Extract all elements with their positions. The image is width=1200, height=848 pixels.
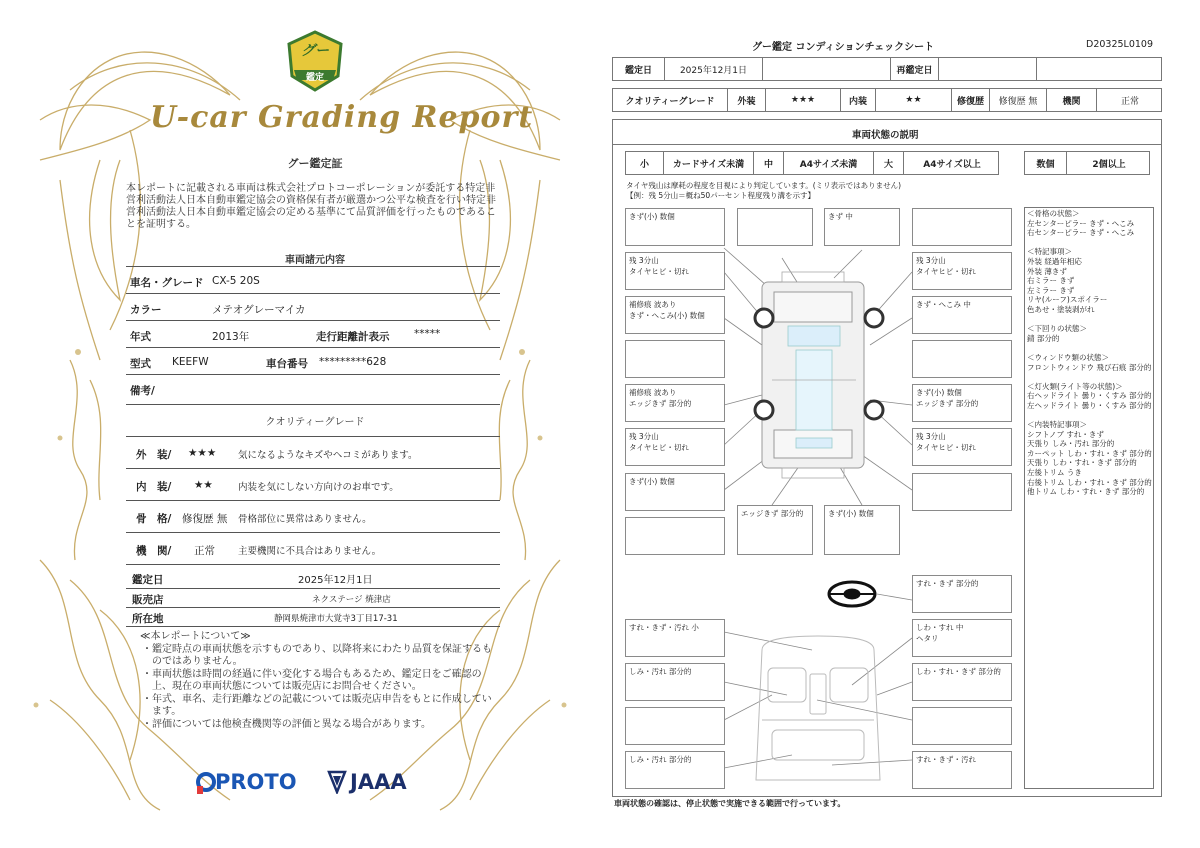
side-note-line: 左ミラー きず — [1027, 285, 1075, 295]
address-value: 静岡県焼津市大覚寺3丁目17-31 — [274, 614, 398, 624]
appraisal-date-table — [612, 57, 1162, 81]
interior-box-right-blank — [912, 707, 1012, 745]
side-note-line: 天張り しわ・すれ・きず 部分的 — [1027, 458, 1137, 468]
note-item: ・鑑定時点の車両状態を示すものであり、以降将来にわたり品質を保証するものではありません。 — [142, 643, 492, 667]
remarks-label: 備考/ — [130, 385, 155, 397]
section-title: 車両状態の説明 — [852, 130, 919, 141]
color-label: カラー — [130, 304, 162, 316]
damage-box-right-5 — [912, 384, 1012, 422]
int-label-cell: 内装 — [841, 89, 876, 111]
chassis-label: 車台番号 — [266, 358, 308, 370]
count-label: 数個 — [1025, 152, 1067, 174]
side-note-line: ＜内装特記事項＞ — [1027, 420, 1087, 430]
certificate-intro: 本レポートに記載される車両は株式会社プロトコーポレーションが委託する特定非営利活動法人日本自動車鑑定協会の資格保有者が厳選かつ公平な検査を行い特定非営利活動法人日本自動車鑑定協会の定める基準にて品質評価を行ったものであることを証明する。 — [126, 183, 496, 230]
damage-text: きず(小) 数個 — [629, 212, 675, 221]
count-desc: 2個以上 — [1092, 159, 1126, 170]
model-label: 車名・グレード — [130, 277, 204, 289]
side-note-line: 左センターピラー きず・へこみ — [1027, 218, 1135, 228]
damage-box-right-6 — [912, 428, 1012, 466]
damage-box-left-6 — [625, 428, 725, 466]
year-label: 年式 — [130, 331, 151, 343]
damage-text: 補修痕 波あり — [629, 300, 677, 309]
roof-glass — [796, 350, 832, 430]
year-value: 2013年 — [212, 331, 250, 343]
damage-text: すれ・きず 部分的 — [916, 579, 979, 588]
damage-text: タイヤヒビ・切れ — [916, 443, 976, 452]
spec-row-model — [126, 267, 500, 294]
document-id: D20325L0109 — [1086, 39, 1154, 50]
report-title: U-car Grading Report — [150, 100, 534, 135]
date-value-cell: 2025年12月1日 — [665, 58, 763, 80]
damage-box-bottom-2 — [737, 505, 813, 555]
size-large-desc: A4サイズ以上 — [923, 159, 981, 170]
specs-heading: 車両諸元内容 — [285, 255, 345, 266]
engine-label-cell: 機関 — [1047, 89, 1097, 111]
engine-value-cell: 正常 — [1120, 96, 1139, 107]
damage-box-left-7 — [625, 473, 725, 511]
tire-note-2: 【例：残 5分山＝概ね50パーセント程度残り溝を示す】 — [626, 191, 816, 200]
model-value: CX-5 20S — [212, 275, 260, 287]
side-note-line: ＜灯火類(ライト等の状態)＞ — [1027, 381, 1123, 391]
windshield-glass — [788, 326, 840, 346]
damage-text: しみ・汚れ 部分的 — [629, 667, 692, 676]
badge-top-text: グー — [301, 43, 329, 59]
interior-label: 内 装/ — [136, 481, 172, 493]
damage-text: ヘタリ — [916, 634, 939, 643]
reappraisal-label-cell: 再鑑定日 — [891, 58, 939, 80]
interior-box-right-2 — [912, 619, 1012, 657]
size-medium-desc: A4サイズ未満 — [784, 152, 874, 174]
spec-row-type — [126, 348, 500, 375]
frame-label: 骨 格/ — [136, 513, 172, 525]
grade-label-cell: クオリティーグレード — [613, 89, 728, 111]
damage-box-right-4 — [912, 340, 1012, 378]
frame-grade: 修復歴 無 — [182, 513, 228, 525]
interior-box-left-4 — [625, 751, 725, 789]
damage-box-left-2 — [625, 252, 725, 290]
damage-box-top-2 — [737, 208, 813, 246]
exterior-grade: ★★★ — [188, 447, 217, 459]
note-item: ・評価については他検査機関等の評価と異なる場合があります。 — [142, 718, 431, 730]
side-note-line: 外装 薄きず — [1027, 266, 1067, 276]
side-note-line: リヤ(ルーフ)スポイラー — [1027, 295, 1108, 305]
damage-box-bottom-3 — [824, 505, 900, 555]
side-note-line: 右センターピラー きず・へこみ — [1027, 228, 1135, 238]
exterior-label: 外 装/ — [136, 449, 172, 461]
damage-box-right-2 — [912, 252, 1012, 290]
repair-label-cell: 修復歴 — [952, 89, 990, 111]
damage-text: エッジきず 部分的 — [741, 509, 804, 518]
interior-grade: ★★ — [194, 479, 213, 491]
interior-box-right-1 — [912, 575, 1012, 613]
damage-text: エッジきず 部分的 — [916, 399, 979, 408]
damage-text: きず 中 — [828, 212, 853, 221]
damage-text: 残 3分山 — [916, 432, 946, 441]
side-note-line: ＜ウィンドウ類の状態＞ — [1027, 352, 1110, 362]
damage-text: きず・へこみ 中 — [916, 300, 971, 309]
damage-box-left-5 — [625, 384, 725, 422]
damage-text: きず(小) 数個 — [629, 477, 675, 486]
appraisal-date-row — [126, 565, 500, 589]
damage-box-left-4 — [625, 340, 725, 378]
damage-text: 補修痕 波あり — [629, 388, 677, 397]
damage-box-right-3 — [912, 296, 1012, 334]
damage-box-right-7 — [912, 473, 1012, 511]
damage-text: 残 3分山 — [916, 256, 946, 265]
ext-value-cell: ★★★ — [766, 89, 841, 111]
quality-row-exterior — [126, 437, 500, 469]
interior-box-left-2 — [625, 663, 725, 701]
certificate-heading: グー鑑定証 — [287, 157, 343, 170]
interior-desc: 内装を気にしない方向けのお車です。 — [238, 482, 399, 493]
damage-text: タイヤヒビ・切れ — [916, 267, 976, 276]
damage-box-top-3 — [824, 208, 900, 246]
quality-heading: クオリティーグレード — [265, 417, 365, 428]
notes-title: ≪本レポートについて≫ — [140, 631, 251, 642]
size-legend — [625, 151, 999, 175]
side-note-line: カーペット しわ・すれ・きず 部分的 — [1027, 448, 1152, 458]
side-note-line: 左後トリム うき — [1027, 468, 1082, 478]
repair-value-cell: 修復歴 無 — [990, 89, 1047, 111]
engine-desc: 主要機関に不具合はありません。 — [238, 546, 382, 557]
mileage-label: 走行距離計表示 — [316, 331, 390, 343]
reappraisal-blank-cell — [1037, 58, 1163, 80]
side-note-spacer — [1027, 410, 1155, 420]
size-small-desc: カードサイズ未満 — [664, 152, 754, 174]
side-note-line: ＜特記事項＞ — [1027, 247, 1072, 257]
spec-row-year — [126, 321, 500, 348]
address-row — [126, 608, 500, 627]
side-note-spacer — [1027, 372, 1155, 382]
engine-grade: 正常 — [194, 545, 215, 557]
badge-bottom-text: 鑑定 — [305, 73, 324, 83]
mileage-value: ***** — [414, 328, 441, 340]
quality-row-interior — [126, 469, 500, 501]
damage-text: 残 3分山 — [629, 432, 659, 441]
note-item: ・年式、車名、走行距離などの記載については販売店申告をもとに作成しています。 — [142, 693, 492, 717]
side-note-line: 色あせ・塗装剥がれ — [1027, 304, 1095, 314]
chassis-value: *********628 — [319, 356, 387, 368]
engine-label: 機 関/ — [136, 545, 172, 557]
damage-box-left-3 — [625, 296, 725, 334]
shop-label: 販売店 — [132, 594, 164, 606]
side-note-line: 錆 部分的 — [1027, 333, 1060, 343]
side-note-line: 天張り しみ・汚れ 部分的 — [1027, 439, 1115, 449]
date-blank-cell — [763, 58, 891, 80]
spec-row-color — [126, 294, 500, 321]
type-label: 型式 — [130, 358, 151, 370]
damage-text: きず(小) 数個 — [828, 509, 874, 518]
interior-box-left-1 — [625, 619, 725, 657]
type-value: KEEFW — [172, 356, 209, 368]
damage-text: タイヤヒビ・切れ — [629, 267, 689, 276]
damage-text: すれ・きず・汚れ — [916, 755, 976, 764]
report-notes — [140, 631, 500, 731]
jaaa-logo-text: JAAA — [350, 770, 407, 794]
side-note-line: 外装 経過年相応 — [1027, 256, 1082, 266]
rear-glass — [796, 438, 832, 448]
shop-value: ネクステージ 焼津店 — [312, 595, 391, 605]
date-label-cell: 鑑定日 — [613, 58, 665, 80]
side-notes — [1027, 209, 1155, 497]
side-note-spacer — [1027, 343, 1155, 353]
damage-text: すれ・きず・汚れ 小 — [629, 623, 699, 632]
side-note-line: 右ミラー きず — [1027, 276, 1075, 286]
quality-grade-table — [612, 88, 1162, 112]
section-title-rule — [612, 144, 1162, 145]
side-note-line: 左ヘッドライト 曇り・くすみ 部分的 — [1027, 400, 1152, 410]
quality-row-engine — [126, 533, 500, 565]
side-note-line: ＜下回りの状態＞ — [1027, 324, 1087, 334]
count-legend — [1024, 151, 1150, 175]
damage-text: しわ・すれ 中 — [916, 623, 964, 632]
side-note-line: フロントウィンドウ 飛び石痕 部分的 — [1027, 362, 1152, 372]
frame-desc: 骨格部位に異常はありません。 — [238, 514, 372, 525]
spec-row-remarks — [126, 375, 500, 405]
side-note-spacer — [1027, 238, 1155, 248]
proto-logo-text: PROTO — [215, 770, 297, 794]
appraisal-date-value: 2025年12月1日 — [298, 575, 373, 586]
proto-logo-icon — [195, 770, 217, 794]
jaaa-logo-icon — [327, 770, 347, 794]
damage-box-left-1 — [625, 208, 725, 246]
damage-box-left-8 — [625, 517, 725, 555]
int-value-cell: ★★ — [876, 89, 952, 111]
exterior-desc: 気になるようなキズやヘコミがあります。 — [238, 450, 418, 461]
size-small: 小 — [626, 152, 664, 174]
reappraisal-value-cell — [939, 58, 1037, 80]
side-note-line: 他トリム しわ・すれ・きず 部分的 — [1027, 487, 1145, 497]
damage-box-top-4 — [912, 208, 1012, 246]
interior-box-left-3 — [625, 707, 725, 745]
steering-wheel-icon — [829, 582, 875, 606]
side-note-spacer — [1027, 315, 1155, 325]
sheet-title: グー鑑定 コンディションチェックシート — [752, 42, 935, 53]
damage-text: しみ・汚れ 部分的 — [629, 755, 692, 764]
damage-text: 残 3分山 — [629, 256, 659, 265]
side-note-line: 右後トリム しわ・すれ・きず 部分的 — [1027, 477, 1152, 487]
damage-text: しわ・すれ・きず 部分的 — [916, 667, 1001, 676]
damage-text: きず・へこみ(小) 数個 — [629, 311, 705, 320]
quality-row-frame — [126, 501, 500, 533]
footer-note: 車両状態の確認は、停止状態で実施できる範囲で行っています。 — [614, 799, 846, 808]
damage-text: きず(小) 数個 — [916, 388, 962, 397]
interior-box-right-3 — [912, 663, 1012, 701]
side-note-line: 右ヘッドライト 曇り・くすみ 部分的 — [1027, 391, 1152, 401]
shop-row — [126, 589, 500, 608]
color-value: メテオグレーマイカ — [212, 304, 306, 316]
side-note-line: シフトノブ すれ・きず — [1027, 429, 1104, 439]
tire-note-1: タイヤ残山は摩耗の程度を目視により判定しています。(ミリ表示ではありません) — [626, 181, 902, 190]
note-item: ・車両状態は時間の経過に伴い変化する場合もあるため、鑑定日をご確認の上、現在の車両状態については販売店にお問合せください。 — [142, 668, 482, 692]
size-medium: 中 — [754, 152, 784, 174]
address-label: 所在地 — [132, 613, 164, 625]
interior-box-right-4 — [912, 751, 1012, 789]
damage-text: タイヤヒビ・切れ — [629, 443, 689, 452]
size-large: 大 — [874, 152, 904, 174]
side-note-line: ＜骨格の状態＞ — [1027, 209, 1080, 218]
ext-label-cell: 外装 — [728, 89, 766, 111]
damage-text: エッジきず 部分的 — [629, 399, 692, 408]
appraisal-date-label: 鑑定日 — [132, 574, 164, 586]
